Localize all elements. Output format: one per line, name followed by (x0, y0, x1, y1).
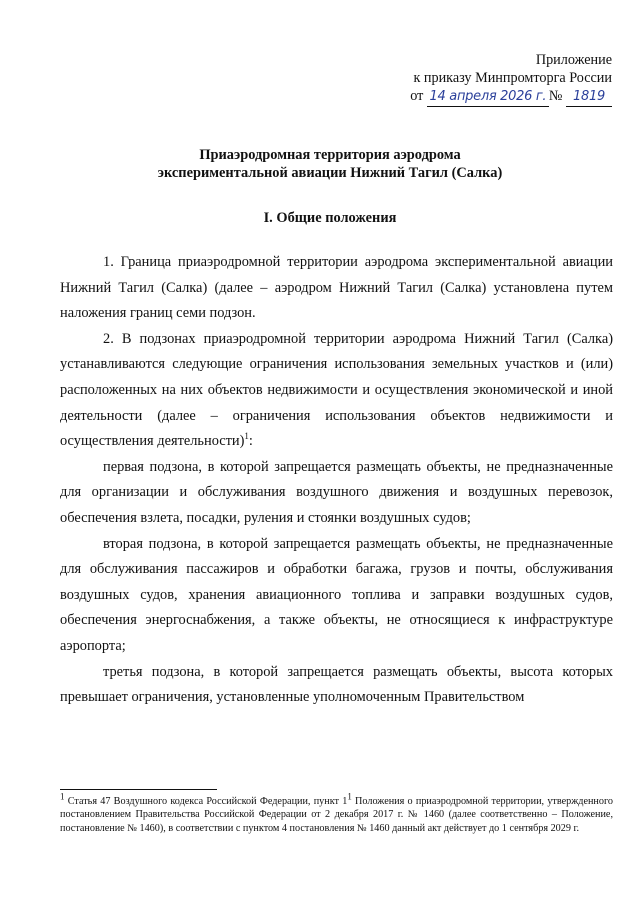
paragraph-second-subzone: вторая подзона, в которой запрещается размещать объекты, не предназначенные для обслуживания пассажиров и обработки багажа, грузов и почты, обслуживания воздушных судов, хранения авиационного топлива и заправки воздушных судов, обеспечения энергоснабжения, а также объекты, не относящиеся к инфраструктуре аэропорта; (60, 535, 613, 654)
paragraph-first-subzone: первая подзона, в которой запрещается размещать объекты, не предназначенные для организации и обслуживания воздушного движения и воздушных перевозок, обеспечения взлета, посадки, руления и стоянки воздушных судов; (60, 458, 613, 526)
footnote-text-b: Положения о приаэродромной территории, утвержденного постановлением Правительства Российской Федерации от 2 декабря 2017 г. № 1460 (далее соответственно – Положение, постановление № 1460), в соответствии с пунктом 4 постановления № 1460 данный акт действует до 1 сентября 2029 г. (60, 796, 613, 834)
paragraph-third-subzone: третья подзона, в которой запрещается размещать объекты, высота которых превышает ограничения, установленные уполномоченным Правительством (60, 663, 613, 706)
footnote-text-a: Статья 47 Воздушного кодекса Российской Федерации, пункт 1 (64, 796, 348, 807)
footnote-separator (60, 789, 217, 790)
document-body (60, 250, 613, 711)
title-line-1: Приаэродромная территория аэродрома (199, 147, 461, 163)
paragraph-2 (60, 327, 613, 455)
appendix-header (312, 51, 612, 107)
paragraph-2-tail: : (248, 433, 253, 450)
appendix-label: Приложение (535, 52, 612, 68)
from-label: от (410, 88, 424, 104)
paragraph-2-text: 2. В подзонах приаэродромной территории аэродрома Нижний Тагил (Салка) устанавливаются следующие ограничения использования земельных участков и (или) расположенных на них объектов недвижимости и осуществления экономической и иной деятельности (далее – ограничения использования объектов недвижимости и осуществления деятельности) (60, 330, 613, 450)
document-title (60, 146, 600, 182)
number-label: № (548, 88, 563, 104)
footnote-inner-sup: 1 (347, 791, 352, 802)
section-heading: I. Общие положения (263, 210, 397, 226)
order-reference: к приказу Минпромторга России (413, 70, 612, 86)
order-date-number-line (312, 87, 612, 107)
paragraph-1: 1. Граница приаэродромной территории аэродрома экспериментальной авиации Нижний Тагил (Салка) (далее – аэродром Нижний Тагил (Салка) установлена путем наложения границ семи подзон. (60, 254, 613, 322)
handwritten-order-number: 1819 (566, 88, 612, 107)
title-line-2: экспериментальной авиации Нижний Тагил (Салка) (157, 165, 503, 181)
footnote (60, 791, 613, 835)
handwritten-date: 14 апреля 2026 г. (427, 88, 549, 107)
footnote-mark: 1 (60, 791, 65, 802)
footnote-reference: 1 (244, 431, 249, 442)
